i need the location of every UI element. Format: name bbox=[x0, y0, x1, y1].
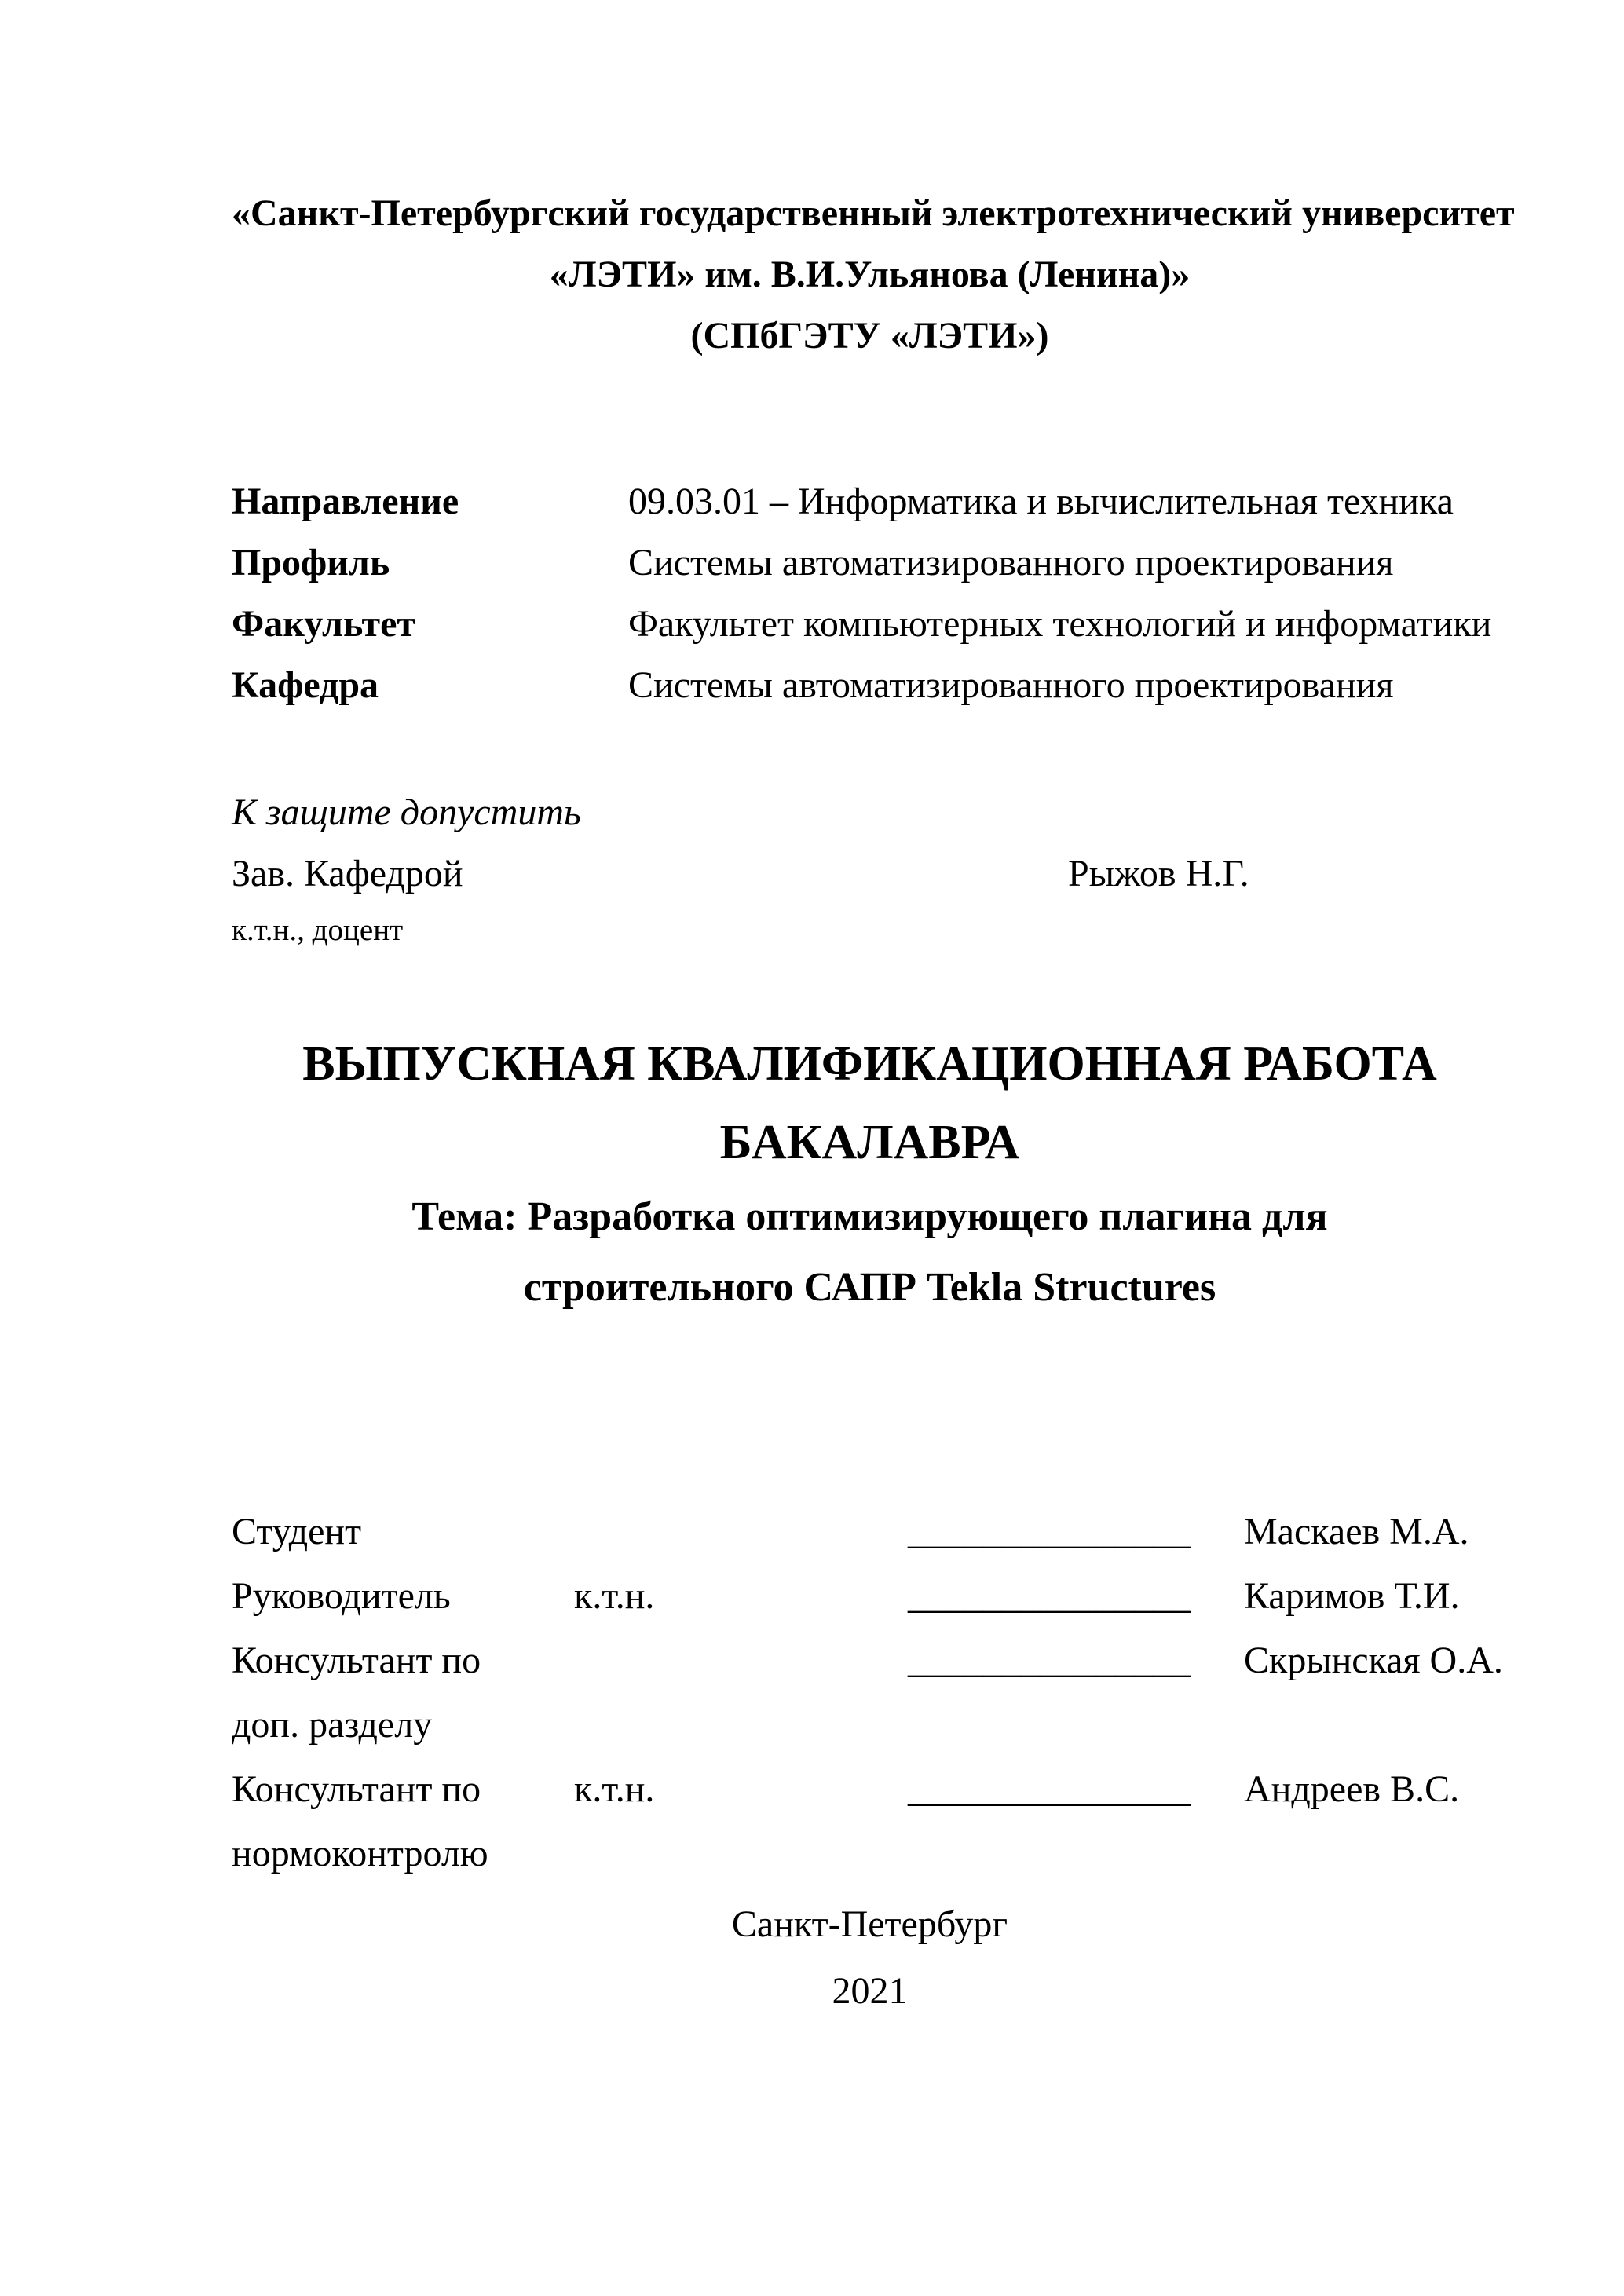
degree-label: к.т.н. bbox=[574, 1768, 655, 1810]
degree-label: к.т.н. bbox=[574, 1575, 655, 1617]
university-abbreviation: (СПбГЭТУ «ЛЭТИ») bbox=[690, 315, 1049, 356]
signature-row-consultant-extra-line2 bbox=[232, 1693, 1508, 1757]
field-value-department: Системы автоматизированного проектирования bbox=[628, 664, 1394, 706]
work-title bbox=[232, 1025, 1508, 1182]
program-fields bbox=[232, 471, 1508, 716]
work-title-line1: ВЫПУСКНАЯ КВАЛИФИКАЦИОННАЯ РАБОТА bbox=[302, 1037, 1437, 1091]
role-label: Студент bbox=[232, 1511, 362, 1552]
city-year-footer bbox=[232, 1891, 1508, 2024]
signature-line: _______________ bbox=[908, 1511, 1191, 1552]
signature-line: _______________ bbox=[908, 1575, 1191, 1617]
admission-block bbox=[232, 782, 1508, 956]
work-topic-line2: строительного САПР Tekla Structures bbox=[523, 1265, 1216, 1310]
work-topic bbox=[232, 1182, 1508, 1323]
university-name-line1: «Санкт-Петербургский государственный электротехнический университет bbox=[232, 192, 1515, 234]
signature-line: _______________ bbox=[908, 1640, 1191, 1681]
field-label-profile: Профиль bbox=[232, 542, 390, 583]
signature-line: _______________ bbox=[908, 1768, 1191, 1810]
field-label-faculty: Факультет bbox=[232, 603, 415, 645]
field-value-direction: 09.03.01 – Информатика и вычислительная техника bbox=[628, 481, 1454, 522]
field-row-department bbox=[232, 655, 1508, 716]
signature-row-supervisor bbox=[232, 1564, 1508, 1629]
signature-row-student bbox=[232, 1500, 1508, 1564]
degree-label bbox=[574, 1629, 908, 1693]
person-name: Каримов Т.И. bbox=[1244, 1575, 1460, 1617]
signature-row-consultant-norm bbox=[232, 1757, 1508, 1822]
role-label-continuation: нормоконтролю bbox=[232, 1833, 488, 1874]
department-head-degree: к.т.н., доцент bbox=[232, 913, 404, 947]
person-name: Скрынская О.А. bbox=[1244, 1640, 1503, 1681]
admission-permit-line: К защите допустить bbox=[232, 792, 581, 833]
degree-label bbox=[574, 1500, 908, 1564]
city-label: Санкт-Петербург bbox=[731, 1903, 1008, 1945]
person-name: Андреев В.С. bbox=[1244, 1768, 1460, 1810]
field-row-faculty bbox=[232, 594, 1508, 655]
department-head-row bbox=[232, 843, 1508, 905]
role-label: Консультант по bbox=[232, 1640, 481, 1681]
year-label: 2021 bbox=[832, 1970, 908, 2012]
signatures-block bbox=[232, 1500, 1508, 1886]
department-head-position: Зав. Кафедрой bbox=[232, 853, 463, 894]
department-head-name: Рыжов Н.Г. bbox=[1068, 853, 1249, 894]
work-topic-line1: Тема: Разработка оптимизирующего плагина для bbox=[411, 1194, 1328, 1239]
university-name-line2: «ЛЭТИ» им. В.И.Ульянова (Ленина)» bbox=[549, 254, 1191, 295]
signature-row-consultant-norm-line2 bbox=[232, 1822, 1508, 1886]
person-name: Маскаев М.А. bbox=[1244, 1511, 1469, 1552]
university-header bbox=[232, 183, 1515, 367]
role-label: Консультант по bbox=[232, 1768, 481, 1810]
signature-row-consultant-extra bbox=[232, 1629, 1508, 1693]
field-value-profile: Системы автоматизированного проектирования bbox=[628, 542, 1394, 583]
role-label: Руководитель bbox=[232, 1575, 451, 1617]
role-label-continuation: доп. разделу bbox=[232, 1704, 433, 1746]
field-label-direction: Направление bbox=[232, 481, 459, 522]
field-value-faculty: Факультет компьютерных технологий и информатики bbox=[628, 603, 1492, 645]
work-title-line2: БАКАЛАВРА bbox=[719, 1116, 1020, 1169]
field-row-direction bbox=[232, 471, 1508, 532]
field-row-profile bbox=[232, 532, 1508, 594]
field-label-department: Кафедра bbox=[232, 664, 379, 706]
